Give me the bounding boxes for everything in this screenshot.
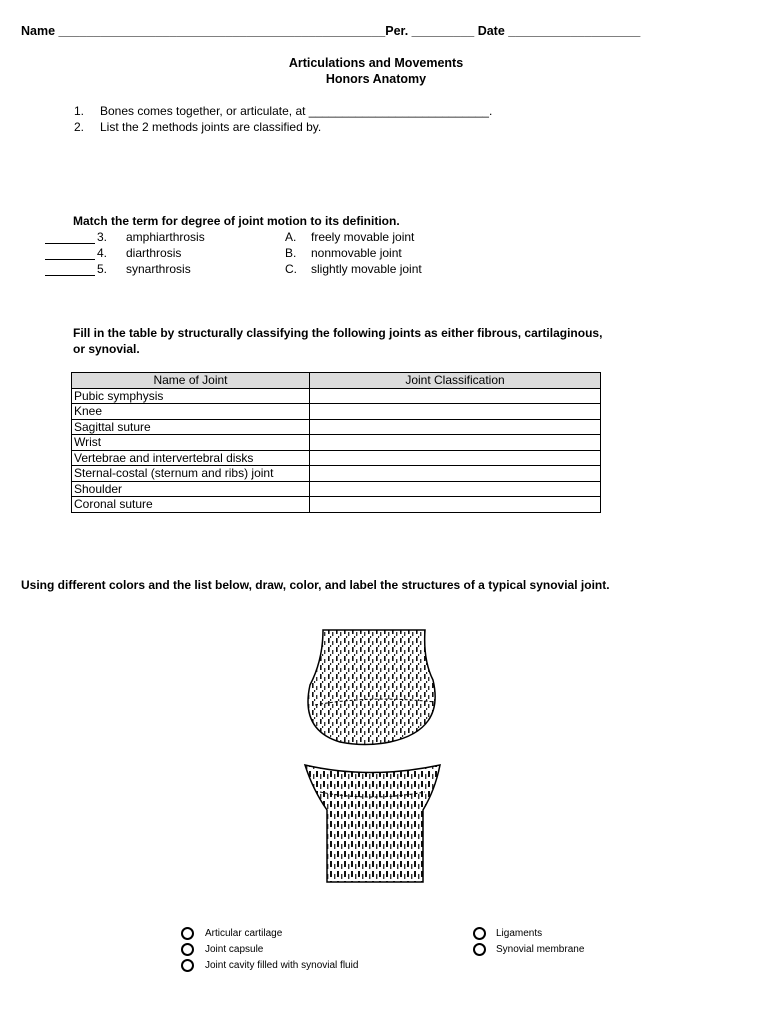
match-definition: slightly movable joint bbox=[311, 262, 422, 276]
classification-cell[interactable] bbox=[310, 497, 601, 513]
match-item-number: 4. bbox=[97, 246, 108, 260]
table-row bbox=[72, 388, 601, 404]
legend-circle-icon[interactable] bbox=[181, 959, 194, 972]
table-row bbox=[72, 419, 601, 435]
joint-name: Wrist bbox=[72, 435, 310, 451]
answer-blank[interactable] bbox=[45, 232, 95, 244]
joint-classification-table bbox=[71, 372, 601, 513]
match-item-4 bbox=[45, 246, 107, 260]
match-item-5 bbox=[45, 262, 107, 276]
joint-name: Vertebrae and intervertebral disks bbox=[72, 450, 310, 466]
joint-name: Sagittal suture bbox=[72, 419, 310, 435]
table-row bbox=[72, 466, 601, 482]
table-row bbox=[72, 435, 601, 451]
match-definition: freely movable joint bbox=[311, 230, 415, 244]
worksheet-title: Articulations and Movements bbox=[288, 56, 464, 70]
joint-name: Knee bbox=[72, 404, 310, 420]
upper-bone bbox=[308, 630, 435, 745]
legend-circle-icon[interactable] bbox=[181, 927, 194, 940]
match-term: synarthrosis bbox=[126, 262, 191, 276]
classification-cell[interactable] bbox=[310, 388, 601, 404]
legend-ligaments: Ligaments bbox=[496, 928, 543, 939]
table-row bbox=[72, 450, 601, 466]
question-1-text[interactable]: Bones comes together, or articulate, at ___________________________. bbox=[100, 104, 493, 118]
match-letter: B. bbox=[285, 246, 297, 260]
legend-synovial-membrane: Synovial membrane bbox=[496, 944, 585, 955]
column-header-name: Name of Joint bbox=[72, 373, 310, 389]
match-letter: C. bbox=[285, 262, 297, 276]
joint-name: Coronal suture bbox=[72, 497, 310, 513]
match-term: diarthrosis bbox=[126, 246, 182, 260]
legend-joint-cavity: Joint cavity filled with synovial fluid bbox=[205, 960, 359, 971]
legend-articular-cartilage: Articular cartilage bbox=[205, 928, 283, 939]
match-letter: A. bbox=[285, 230, 297, 244]
legend-circle-icon[interactable] bbox=[473, 943, 486, 956]
joint-name: Sternal-costal (sternum and ribs) joint bbox=[72, 466, 310, 482]
classification-cell[interactable] bbox=[310, 435, 601, 451]
legend-circle-icon[interactable] bbox=[181, 943, 194, 956]
match-item-3 bbox=[45, 230, 107, 244]
match-term: amphiarthrosis bbox=[126, 230, 205, 244]
drawing-instructions: Using different colors and the list below, draw, color, and label the structures of a typical synovial joint. bbox=[21, 578, 610, 592]
table-row bbox=[72, 481, 601, 497]
answer-blank[interactable] bbox=[45, 264, 95, 276]
match-definition: nonmovable joint bbox=[311, 246, 402, 260]
question-1-number: 1. bbox=[74, 104, 85, 118]
name-period-date-line[interactable]: Name _______________________________________________Per. _________ Date ___________________ bbox=[21, 24, 641, 38]
joint-name: Pubic symphysis bbox=[72, 388, 310, 404]
table-row bbox=[72, 497, 601, 513]
match-item-number: 3. bbox=[97, 230, 108, 244]
classification-cell[interactable] bbox=[310, 466, 601, 482]
table-instructions-line2: or synovial. bbox=[73, 342, 140, 356]
joint-name: Shoulder bbox=[72, 481, 310, 497]
classification-cell[interactable] bbox=[310, 450, 601, 466]
table-row bbox=[72, 404, 601, 420]
table-header-row bbox=[72, 373, 601, 389]
column-header-classification: Joint Classification bbox=[310, 373, 601, 389]
classification-cell[interactable] bbox=[310, 419, 601, 435]
question-2-number: 2. bbox=[74, 120, 85, 134]
legend-circle-icon[interactable] bbox=[473, 927, 486, 940]
classification-cell[interactable] bbox=[310, 481, 601, 497]
question-2-text: List the 2 methods joints are classified by. bbox=[100, 120, 322, 134]
synovial-joint-bone-illustration[interactable] bbox=[295, 620, 445, 895]
table-instructions-line1: Fill in the table by structurally classifying the following joints as either fibrous, cartilaginous, bbox=[73, 326, 603, 340]
legend-joint-capsule: Joint capsule bbox=[205, 944, 264, 955]
match-item-number: 5. bbox=[97, 262, 108, 276]
classification-cell[interactable] bbox=[310, 404, 601, 420]
match-heading: Match the term for degree of joint motion to its definition. bbox=[73, 214, 400, 228]
worksheet-subtitle: Honors Anatomy bbox=[325, 72, 427, 86]
lower-bone bbox=[305, 765, 440, 882]
answer-blank[interactable] bbox=[45, 248, 95, 260]
